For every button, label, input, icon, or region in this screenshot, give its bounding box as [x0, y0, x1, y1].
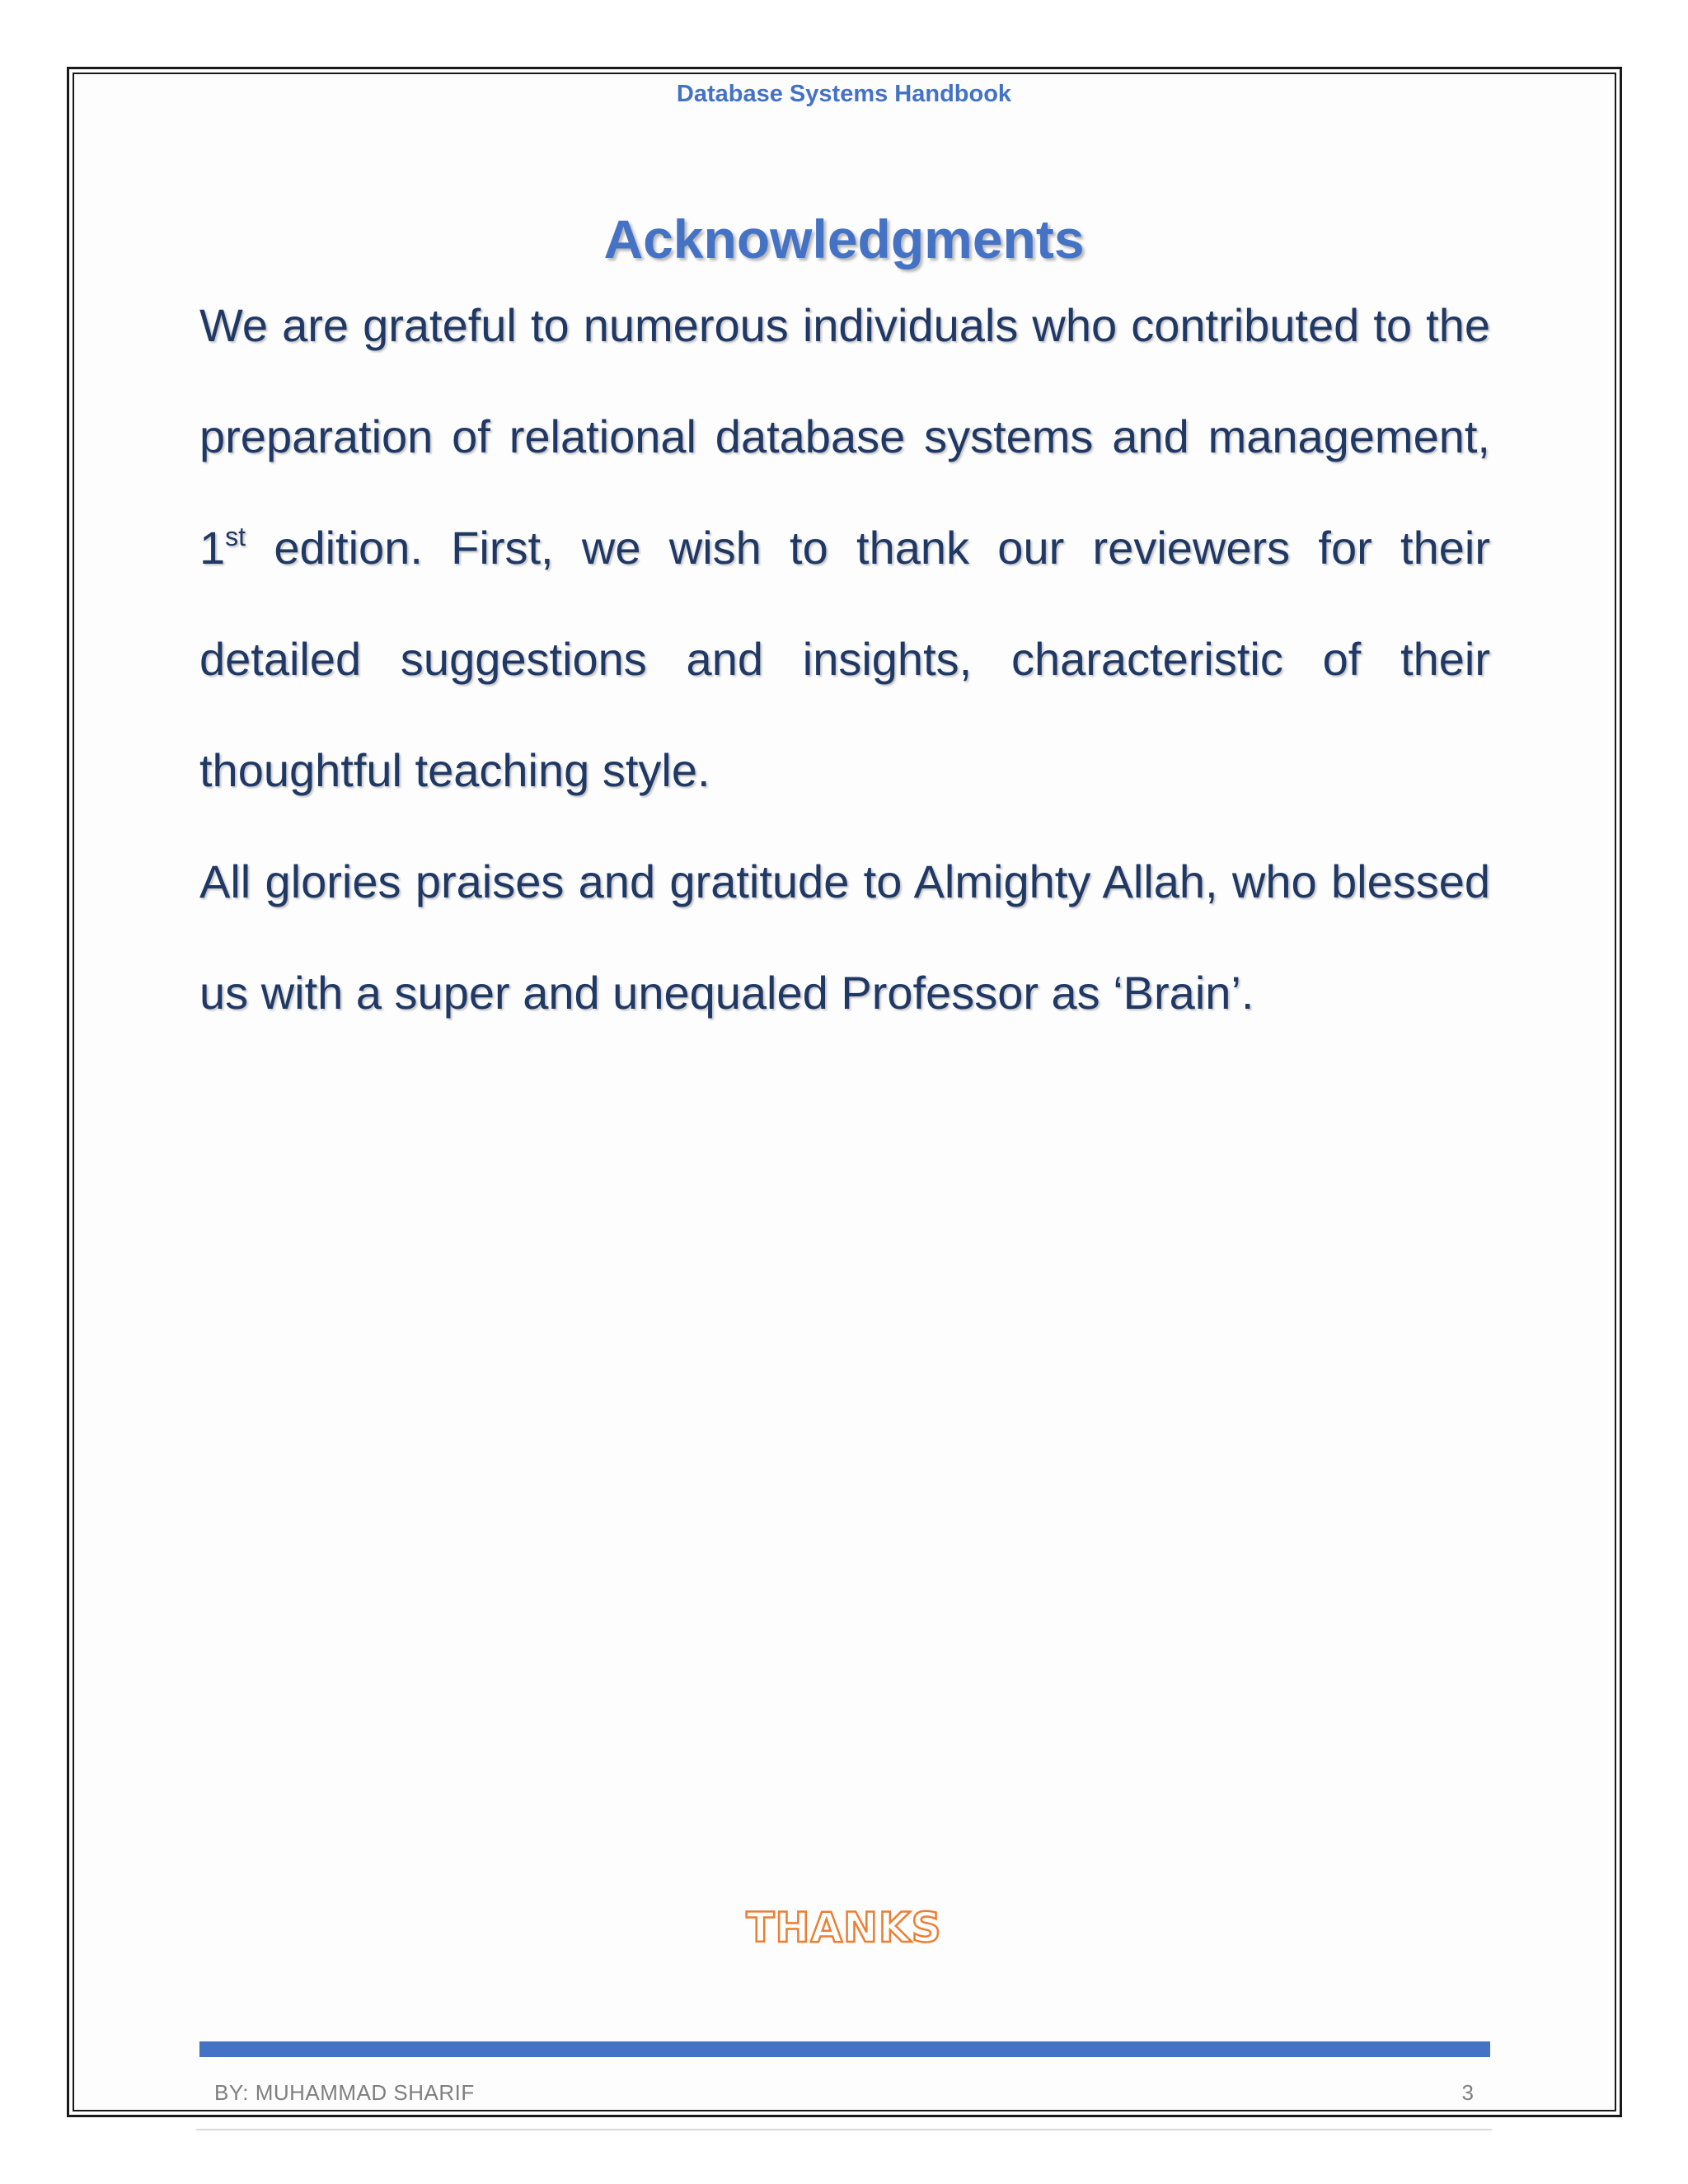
thanks-outline-text: THANKS: [746, 1904, 942, 1952]
acknowledgment-paragraph-1: [199, 269, 1490, 826]
bottom-hairline: [196, 2129, 1492, 2130]
footer-author: BY: MUHAMMAD SHARIF: [214, 2080, 475, 2105]
acknowledgment-paragraph-2: All glories praises and gratitude to Almighty Allah, who blessed us with a super and unequaled Professor as ‘Brain’.: [199, 855, 1490, 1019]
paragraph-1-text-start: We are grateful to numerous individuals who contributed to the preparation of relational database systems and management, 1: [199, 299, 1490, 574]
running-header: Database Systems Handbook: [676, 81, 1012, 107]
page-title: Acknowledgments: [603, 209, 1085, 269]
page-number: 3: [1461, 2080, 1474, 2105]
ordinal-superscript: st: [225, 522, 246, 551]
footer-rule: [199, 2041, 1490, 2057]
paragraph-1-text-end: edition. First, we wish to thank our reviewers for their detailed suggestions and insights, characteristic of their thoughtful teaching style.: [199, 522, 1490, 796]
